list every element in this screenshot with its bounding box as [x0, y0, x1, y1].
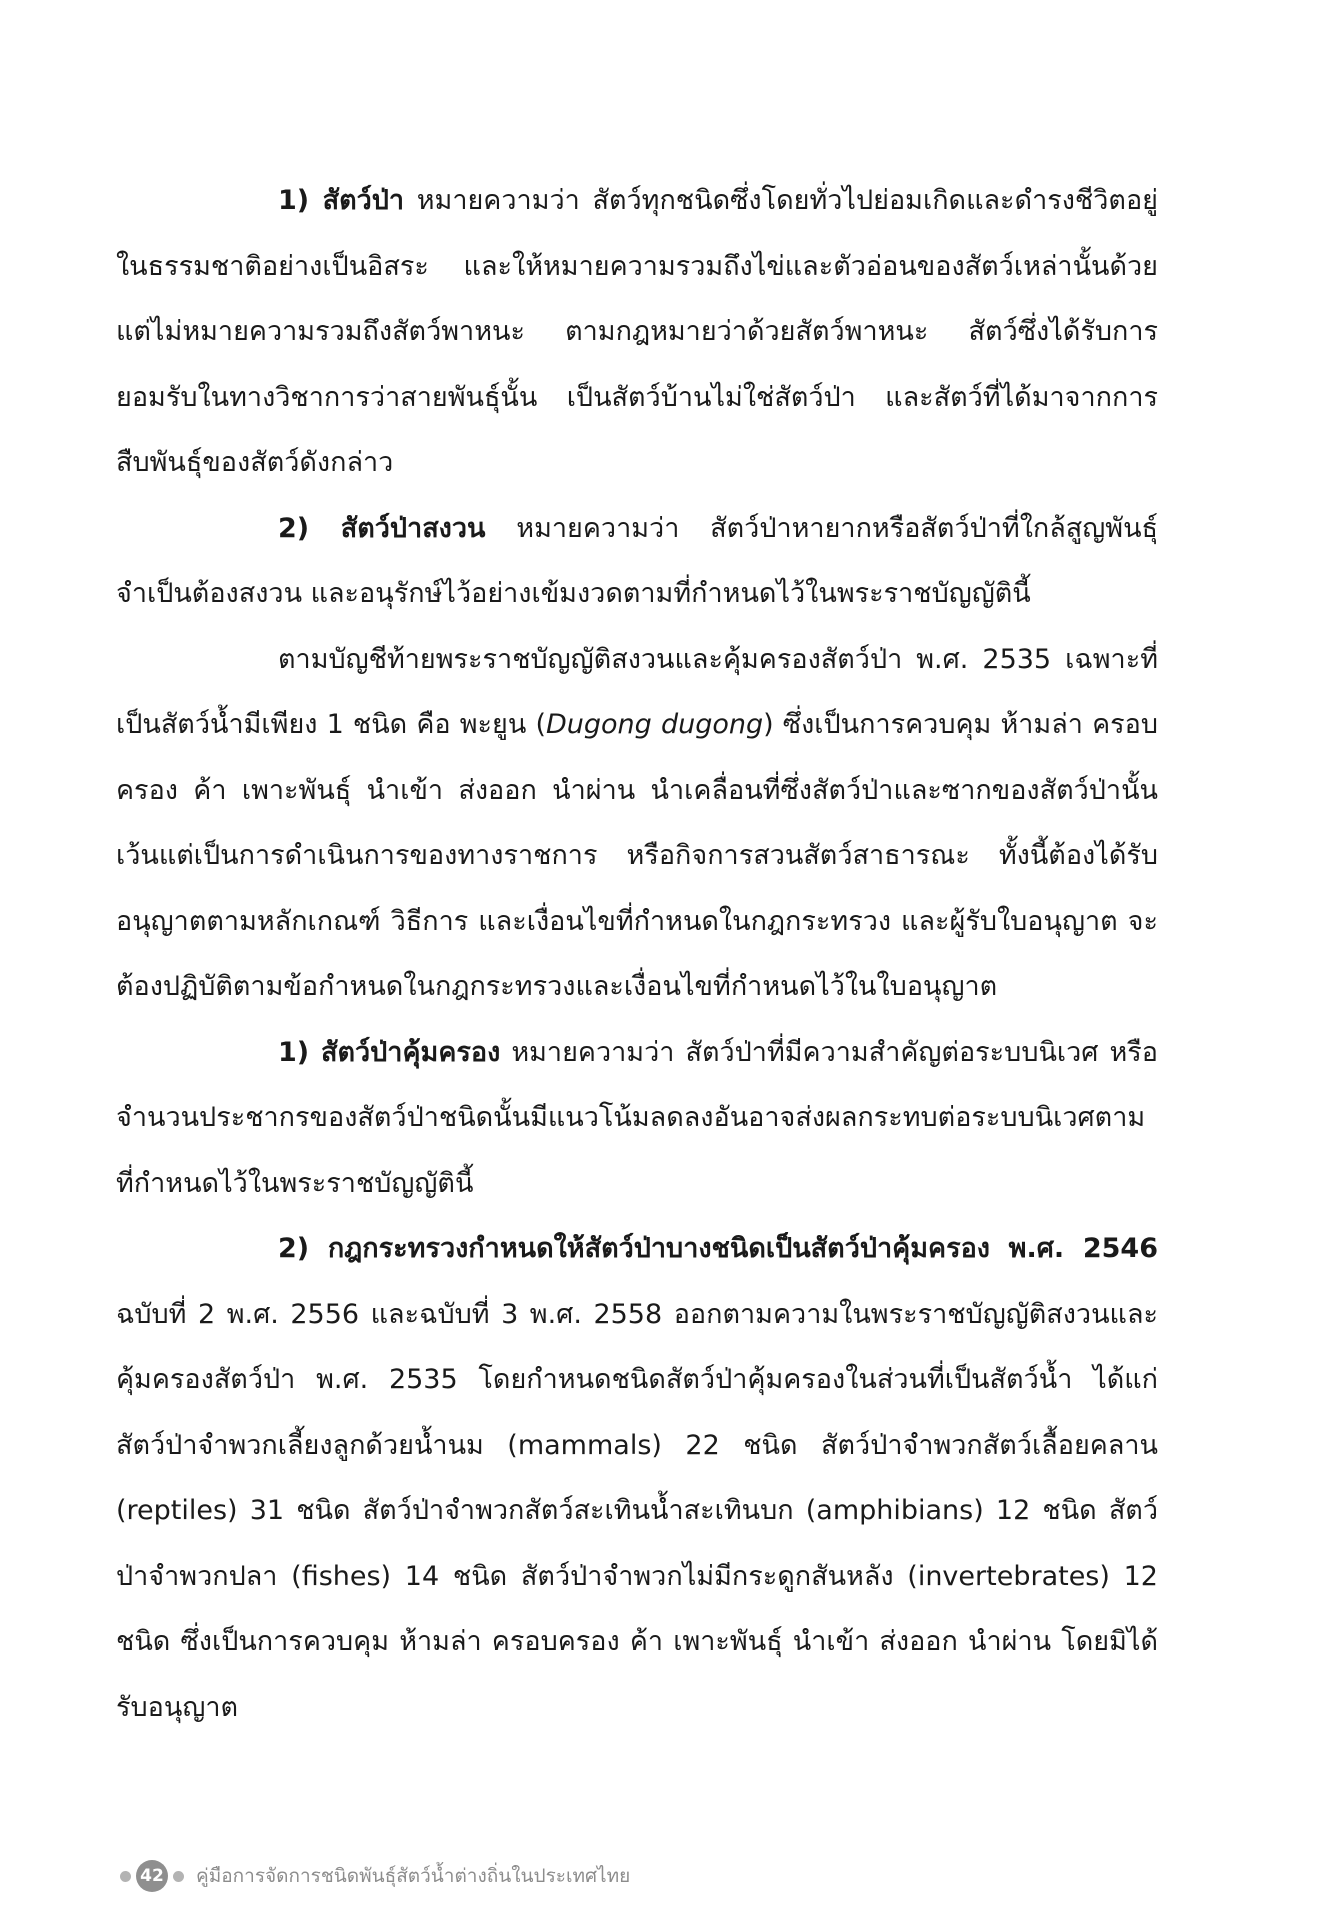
page-footer — [120, 1858, 630, 1894]
footer-dot-right-icon — [173, 1871, 184, 1882]
dugong-text-after: ) ซึ่งเป็นการควบคุม ห้ามล่า ครอบครอง ค้า เพาะพันธุ์ นำเข้า ส่งออก นำผ่าน นำเคลื่อนที่ซึ่งสัตว์ป่าและซากของสัตว์ป่านั้น เว้นแต่เป็นการดำเนินการของทางราชการ หรือกิจการสวนสัตว์สาธารณะ ทั้งนี้ต้องได้รับอนุญาตตามหลักเกณฑ์ วิธีการ และเงื่อนไขที่กำหนดในกฎกระทรวง และผู้รับใบอนุญาต จะต้องปฏิบัติตามข้อกำหนดในกฎกระทรวงและเงื่อนไขที่กำหนดไว้ในใบอนุญาต — [116, 709, 1158, 1002]
footer-dot-left-icon — [120, 1871, 131, 1882]
paragraph-wildlife-definition — [116, 168, 1158, 496]
scientific-name: Dugong dugong — [546, 709, 764, 740]
dugong-text-before: ตามบัญชีท้ายพระราชบัญญัติสงวนและคุ้มครองสัตว์ป่า พ.ศ. 2535 เฉพาะที่เป็นสัตว์น้ำมีเพียง 1 ชนิด คือ พะยูน ( — [116, 643, 1158, 740]
definition-protected-wildlife: หมายความว่า สัตว์ป่าที่มีความสำคัญต่อระบบนิเวศ หรือจำนวนประชากรของสัตว์ป่าชนิดนั้นมีแนวโน้มลดลงอันอาจส่งผลกระทบต่อระบบนิเวศตามที่กำหนดไว้ในพระราชบัญญัตินี้ — [116, 1036, 1158, 1199]
paragraph-dugong — [116, 627, 1158, 1020]
paragraph-reserved-wildlife — [116, 496, 1158, 627]
paragraph-protected-wildlife — [116, 1020, 1158, 1217]
body-text — [116, 168, 1158, 1740]
term-wildlife: 1) สัตว์ป่า — [278, 185, 405, 216]
definition-ministerial-regulation: ฉบับที่ 2 พ.ศ. 2556 และฉบับที่ 3 พ.ศ. 2558 ออกตามความในพระราชบัญญัติสงวนและคุ้มครองสัตว์ป่า พ.ศ. 2535 โดยกำหนดชนิดสัตว์ป่าคุ้มครองในส่วนที่เป็นสัตว์น้ำ ได้แก่ สัตว์ป่าจำพวกเลี้ยงลูกด้วยน้ำนม (mammals) 22 ชนิด สัตว์ป่าจำพวกสัตว์เลื้อยคลาน (reptiles) 31 ชนิด สัตว์ป่าจำพวกสัตว์สะเทินน้ำสะเทินบก (amphibians) 12 ชนิด สัตว์ป่าจำพวกปลา (fishes) 14 ชนิด สัตว์ป่าจำพวกไม่มีกระดูกสันหลัง (invertebrates) 12 ชนิด ซึ่งเป็นการควบคุม ห้ามล่า ครอบครอง ค้า เพาะพันธุ์ นำเข้า ส่งออก นำผ่าน โดยมิได้รับอนุญาต — [116, 1298, 1158, 1723]
definition-wildlife: หมายความว่า สัตว์ทุกชนิดซึ่งโดยทั่วไปย่อมเกิดและดำรงชีวิตอยู่ในธรรมชาติอย่างเป็นอิสระ และให้หมายความรวมถึงไข่และตัวอ่อนของสัตว์เหล่านั้นด้วย แต่ไม่หมายความรวมถึงสัตว์พาหนะ ตามกฎหมายว่าด้วยสัตว์พาหนะ สัตว์ซึ่งได้รับการยอมรับในทางวิชาการว่าสายพันธุ์นั้น เป็นสัตว์บ้านไม่ใช่สัตว์ป่า และสัตว์ที่ได้มาจากการสืบพันธุ์ของสัตว์ดังกล่าว — [116, 185, 1158, 478]
page-number: 42 — [136, 1860, 168, 1892]
term-protected-wildlife: 1) สัตว์ป่าคุ้มครอง — [278, 1036, 501, 1068]
term-ministerial-regulation: 2) กฎกระทรวงกำหนดให้สัตว์ป่าบางชนิดเป็นสัตว์ป่าคุ้มครอง พ.ศ. 2546 — [278, 1233, 1158, 1264]
definition-reserved-wildlife: หมายความว่า สัตว์ป่าหายากหรือสัตว์ป่าที่ใกล้สูญพันธุ์จำเป็นต้องสงวน และอนุรักษ์ไว้อย่างเข้มงวดตามที่กำหนดไว้ในพระราชบัญญัตินี้ — [116, 512, 1158, 609]
term-reserved-wildlife: 2) สัตว์ป่าสงวน — [278, 512, 486, 544]
paragraph-ministerial-regulation — [116, 1216, 1158, 1740]
book-title: คู่มือการจัดการชนิดพันธุ์สัตว์น้ำต่างถิ่นในประเทศไทย — [196, 1865, 631, 1887]
